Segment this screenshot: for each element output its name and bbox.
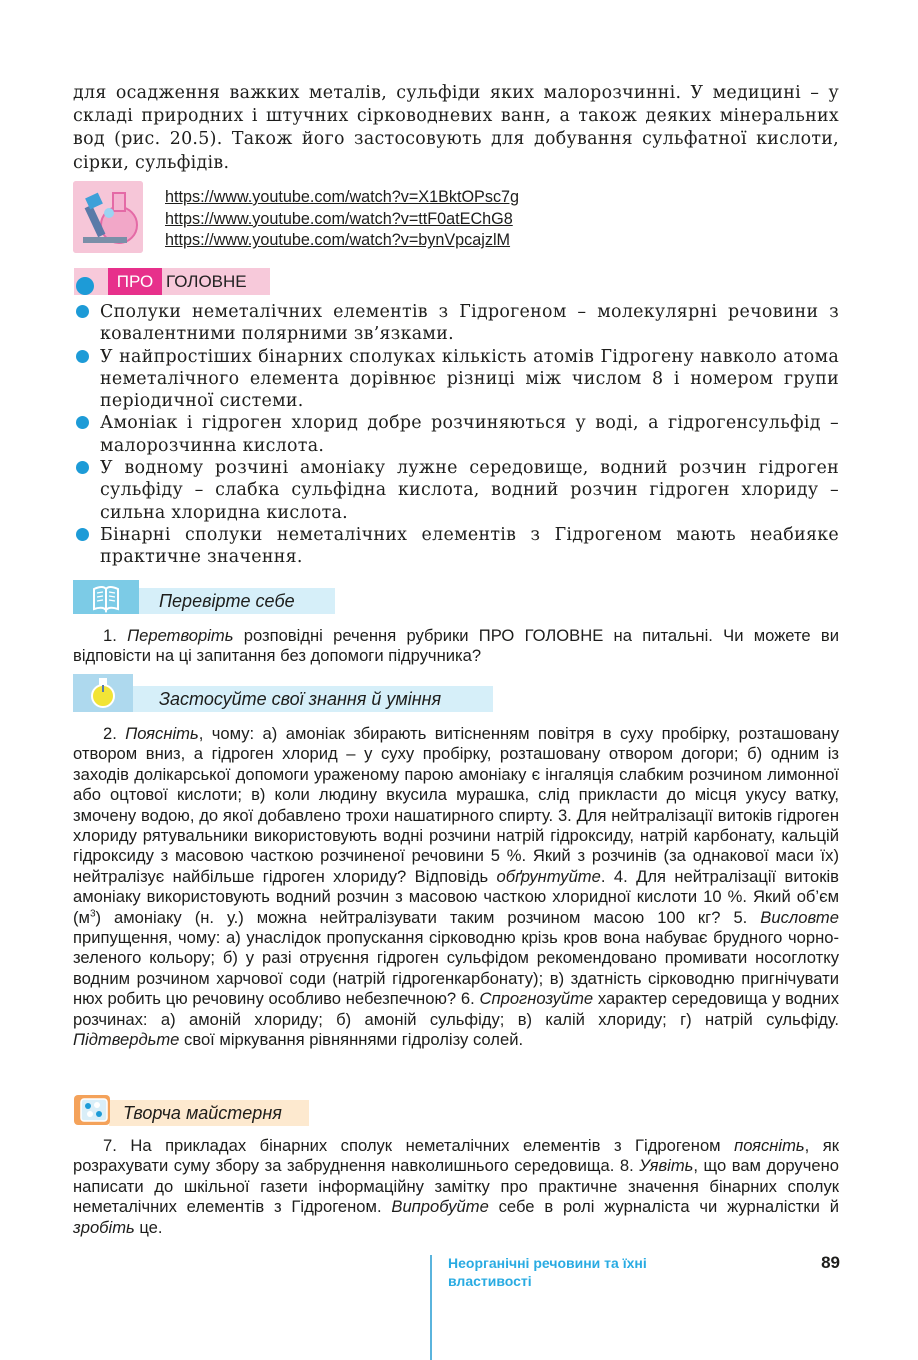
section-apply-header [73,686,493,712]
video-link-1[interactable]: https://www.youtube.com/watch?v=X1BktOPsc7g [165,188,520,206]
summary-item: У найпростіших бінарних сполуках кількість атомів Гідрогену навколо атома неметалічного елемента дорівнює різниці між числом 8 і номером групи періодичної системи. [73,346,839,413]
section-creative-title: Творча майстерня [123,1103,282,1123]
footer-section-title: Неорганічні речовини та їхні властивості [448,1255,647,1289]
section-check-header [73,588,335,614]
section-creative-header [73,1100,309,1126]
summary-item: Сполуки неметалічних елементів з Гідрогеном – молекулярні речовини з ковалентними полярними зв’язками. [73,301,839,346]
bullet-icon [76,416,89,429]
open-book-icon [73,580,139,614]
palette-icon [73,1094,113,1126]
summary-item: Амоніак і гідроген хлорид добре розчиняються у воді, а гідрогенсульфід – малорозчинна кислота. [73,412,839,457]
chemistry-illustration-icon [73,181,143,253]
light-bulb-icon [73,674,133,712]
video-links [165,187,519,252]
bullet-icon [76,305,89,318]
circle-icon [76,277,94,295]
summary-item: Бінарні сполуки неметалічних елементів з Гідрогеном мають неабияке практичне значення. [73,524,839,569]
header-label-golovne: ГОЛОВНЕ [166,272,247,291]
task-1: 1. Перетворіть розповідні речення рубрики ПРО ГОЛОВНЕ на питальні. Чи можете ви відповісти на ці запитання без допомоги підручника? [73,626,839,666]
bullet-icon [76,461,89,474]
task-7-8: 7. На прикладах бінарних сполук неметалічних елементів з Гідрогеном поясніть, як розрахувати суму збору за забруднення навколишнього середовища. 8. Уявіть, що вам доручено написати до шкільної газети інформаційну замітку про практичне значення бінарних сполук неметалічних елементів з Гідрогеном. Випробуйте себе в ролі журналіста чи журналістки й зробіть це. [73,1136,840,1237]
intro-paragraph: для осадження важких металів, сульфіди яких малорозчинні. У медицині – у складі природних і штучних сірководневих ванн, а також деяких мінеральних вод (рис. 20.5). Також його застосовують для добування сульфатної кислоти, сірки, сульфідів. [73,83,839,173]
bullet-icon [76,528,89,541]
page-number: 89 [821,1253,840,1272]
section-check-title: Перевірте себе [159,591,295,611]
section-apply-title: Застосуйте свої знання й уміння [159,689,442,709]
video-link-3[interactable]: https://www.youtube.com/watch?v=bynVpcajzlM [165,231,511,250]
summary-list [73,301,839,569]
video-link-2[interactable]: https://www.youtube.com/watch?v=ttF0atEChG8 [165,209,513,228]
summary-item: У водному розчині амоніаку лужне середовище, водний розчин гідроген сульфіду – слабка сульфідна кислота, водний розчин гідроген хлориду – сильна хлоридна кислота. [73,457,839,524]
bullet-icon [76,350,89,363]
footer-divider [430,1255,432,1360]
task-2-6: 2. Поясніть, чому: а) амоніак збирають витісненням повітря в суху пробірку, розташовану отвором вниз, а гідроген хлорид – у суху пробірку, розташовану отвором догори; б) одним із заходів долікарської допомоги ураженому парою амоніаку є інгаляція слабким розчином лимонної або оцтової кислоти; в) коли людину вкусила мурашка, слід прикласти до місця укусу ватку, змочену водою, до якої добавлено трохи нашатирного спирту. 3. Для нейтралізації витоків гідроген хлориду рятувальники використовують водні розчини натрій гідроксиду, натрій карбонату, кальцій гідроксиду з масовою часткою розчиненої речовини 5 %. Який з розчинів (за однакової маси їх) нейтралізує найбільше гідроген хлориду? Відповідь обґрунтуйте. 4. Для нейтралізації витоків амоніаку використовують водний розчин з масовою часткою хлоридної кислоти 10 %. Який об’єм $(м^3)$ амоніаку (н. у.) можна нейтралізувати таким розчином масою 100 кг? 5. Висловте припущення, чому: а) унаслідок пропускання сірководню крізь кров вона набуває брудного чорно-зеленого кольору; б) у разі отруєння гідроген сульфідом рекомендовано промивати носоглотку водним розчином харчової соди (натрій гідрогенкарбонату); в) здатність сірководню пригнічувати нюх робить цю речовину особливо небезпечною? 6. Спрогнозуйте характер середовища у водних розчинах: а) амоній хлориду; б) амоній сульфіду; в) калій хлориду; г) натрій сульфіду. Підтвердьте свої міркування рівняннями гідролізу солей. [73,724,840,1050]
header-label-pro: ПРО [108,268,162,295]
